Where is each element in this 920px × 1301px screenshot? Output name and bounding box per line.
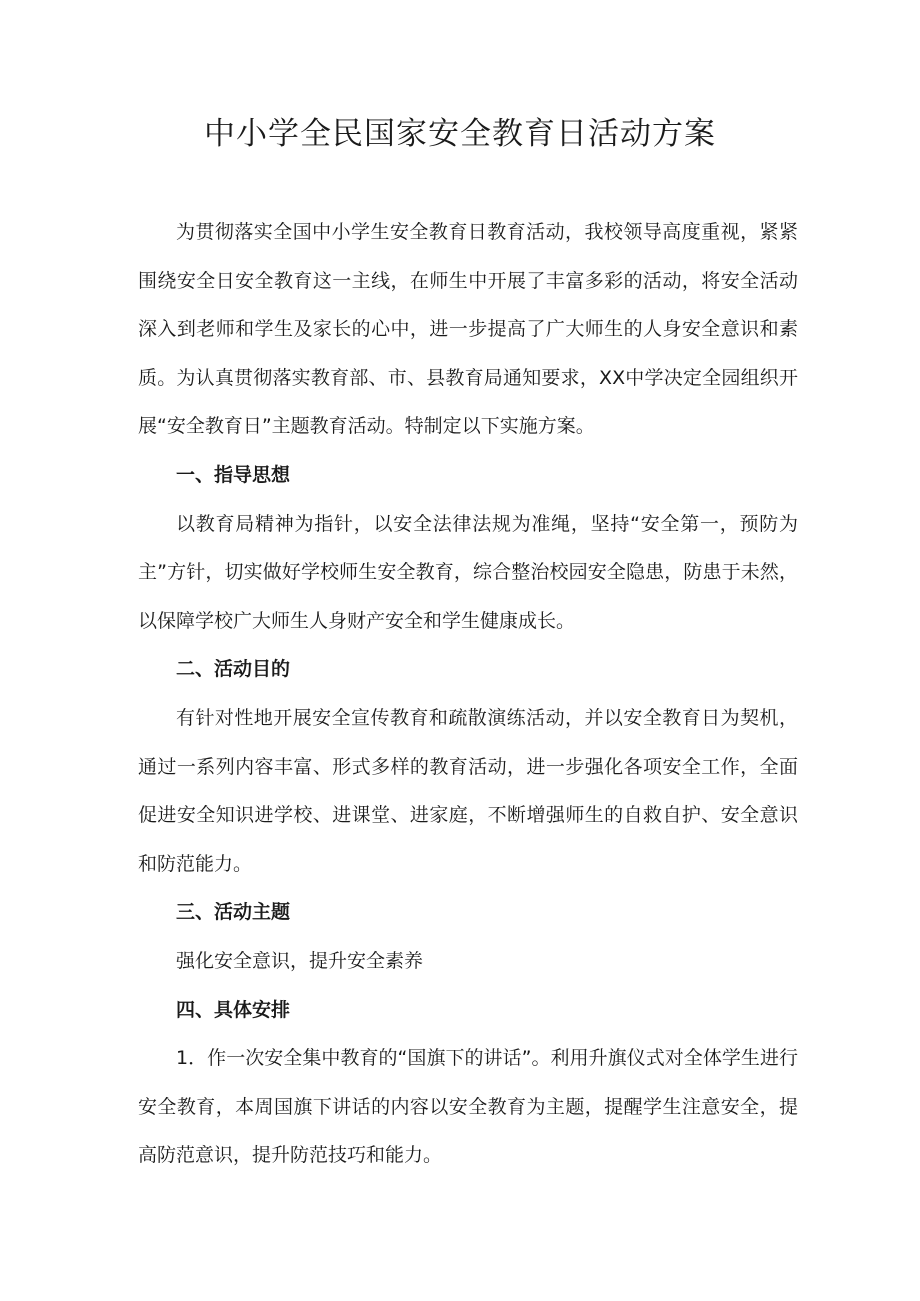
section-heading-activity-theme: 三、活动主题 [176,901,291,924]
intro-paragraph: 为贯彻落实全国中小学生安全教育日教育活动，我校领导高度重视，紧紧围绕安全日安全教育这一主线，在师生中开展了丰富多彩的活动，将安全活动深入到老师和学生及家长的心中，进一步提高了广大师生的人身安全意识和素质。为认真贯彻落实教育部、市、县教育局通知要求，XX中学决定全园组织开展“安全教育日”主题教育活动。特制定以下实施方案。 [138,221,798,438]
section-heading-guiding-ideology: 一、指导思想 [176,463,291,486]
section-heading-specific-arrangements: 四、具体安排 [176,998,291,1021]
document-title: 中小学全民国家安全教育日活动方案 [204,116,716,152]
activity-purpose-paragraph: 有针对性地开展安全宣传教育和疏散演练活动，并以安全教育日为契机，通过一系列内容丰富、形式多样的教育活动，进一步强化各项安全工作，全面促进安全知识进学校、进课堂、进家庭，不断增强师生的自救自护、安全意识和防范能力。 [138,706,798,875]
document-body [138,208,798,1180]
arrangement-item-1-paragraph: 1．作一次安全集中教育的“国旗下的讲话”。利用升旗仪式对全体学生进行安全教育，本周国旗下讲话的内容以安全教育为主题，提醒学生注意安全，提高防范意识，提升防范技巧和能力。 [138,1047,798,1167]
section-heading-activity-purpose: 二、活动目的 [176,658,291,681]
activity-theme-paragraph: 强化安全意识，提升安全素养 [176,949,424,972]
guiding-ideology-paragraph: 以教育局精神为指针，以安全法律法规为准绳，坚持“安全第一，预防为主”方针，切实做好学校师生安全教育，综合整治校园安全隐患，防患于未然，以保障学校广大师生人身财产安全和学生健康成长。 [138,512,798,632]
